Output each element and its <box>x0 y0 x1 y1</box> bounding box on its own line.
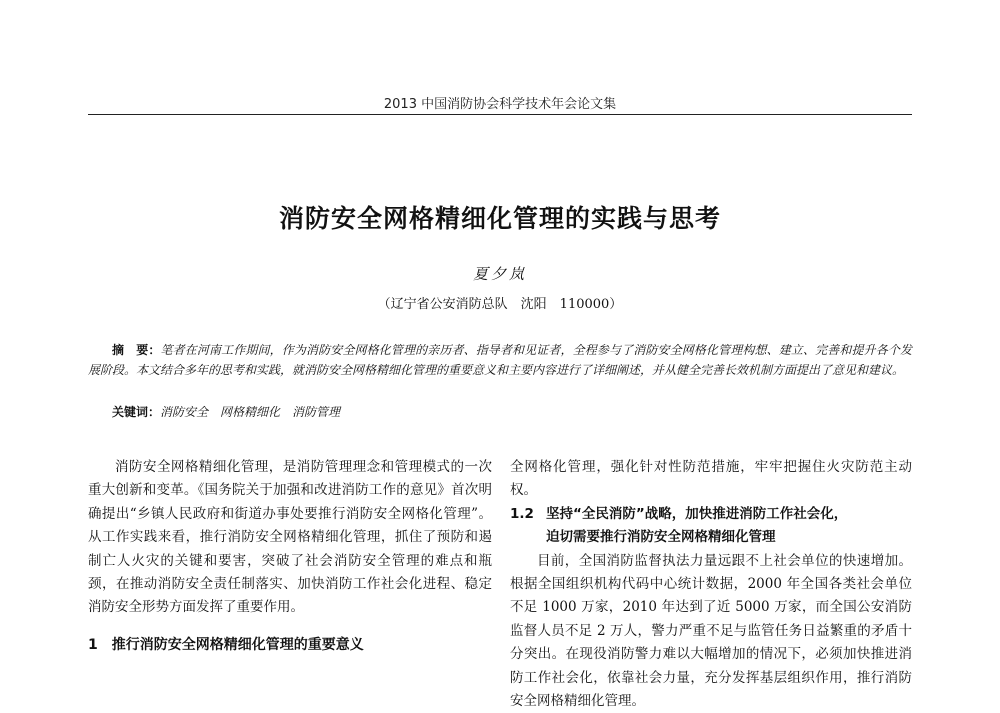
body-paragraph: 目前，全国消防监督执法力量远跟不上社会单位的快速增加。根据全国组织机构代码中心统计数据，2000 年全国各类社会单位不足 1000 万家，2010 年达到了近 5000 万家，而全国公安消防监督人员不足 2 万人，警力严重不足与监管任务日益繁重的矛盾十分突出。在现役消防警力难以大幅增加的情况下，必须加快推进消防工作社会化，依靠社会力量，充分发挥基层组织作用，推行消防安全网格精细化管理。 <box>510 552 912 710</box>
paper-title: 消防安全网格精细化管理的实践与思考 <box>278 204 721 233</box>
body-column-left <box>88 456 492 657</box>
subsection-heading-1-2 <box>510 503 912 550</box>
header-rule <box>88 114 912 115</box>
continued-paragraph: 全网格化管理，强化针对性防范措施，牢牢把握住火灾防范主动权。 <box>510 459 912 499</box>
keywords-text: 消防安全 网格精细化 消防管理 <box>160 405 341 419</box>
subsection-title-line2: 迫切需要推行消防安全网格精细化管理 <box>546 529 776 546</box>
author-affiliation: （辽宁省公安消防总队 沈阳 110000） <box>377 297 623 312</box>
subsection-title-line1: 坚持“全民消防”战略，加快推进消防工作社会化， <box>546 505 848 522</box>
abstract-label: 摘 要： <box>112 343 161 357</box>
body-column-right <box>510 456 912 713</box>
author-name: 夏夕岚 <box>472 265 527 283</box>
abstract-text: 笔者在河南工作期间，作为消防安全网格化管理的亲历者、指导者和见证者，全程参与了消防安全网格化管理构想、建立、完善和提升各个发展阶段。本文结合多年的思考和实践，就消防安全网格精细化管理的重要意义和主要内容进行了详细阐述，并从健全完善长效机制方面提出了意见和建议。 <box>88 343 912 377</box>
abstract <box>88 340 912 380</box>
keywords <box>88 402 912 422</box>
section-heading-1: 1 推行消防安全网格精细化管理的重要意义 <box>88 636 364 653</box>
intro-paragraph: 消防安全网格精细化管理，是消防管理理念和管理模式的一次重大创新和变革。《国务院关于加强和改进消防工作的意见》首次明确提出“乡镇人民政府和街道办事处要推行消防安全网格化管理”。从工作实践来看，推行消防安全网格精细化管理，抓住了预防和遏制亡人火灾的关键和要害，突破了社会消防安全管理的难点和瓶颈，在推动消防安全责任制落实、加快消防工作社会化进程、稳定消防安全形势方面发挥了重要作用。 <box>88 459 492 616</box>
keywords-label: 关键词： <box>112 405 161 419</box>
running-header: 2013 中国消防协会科学技术年会论文集 <box>383 97 617 112</box>
subsection-number: 1.2 <box>510 505 534 522</box>
